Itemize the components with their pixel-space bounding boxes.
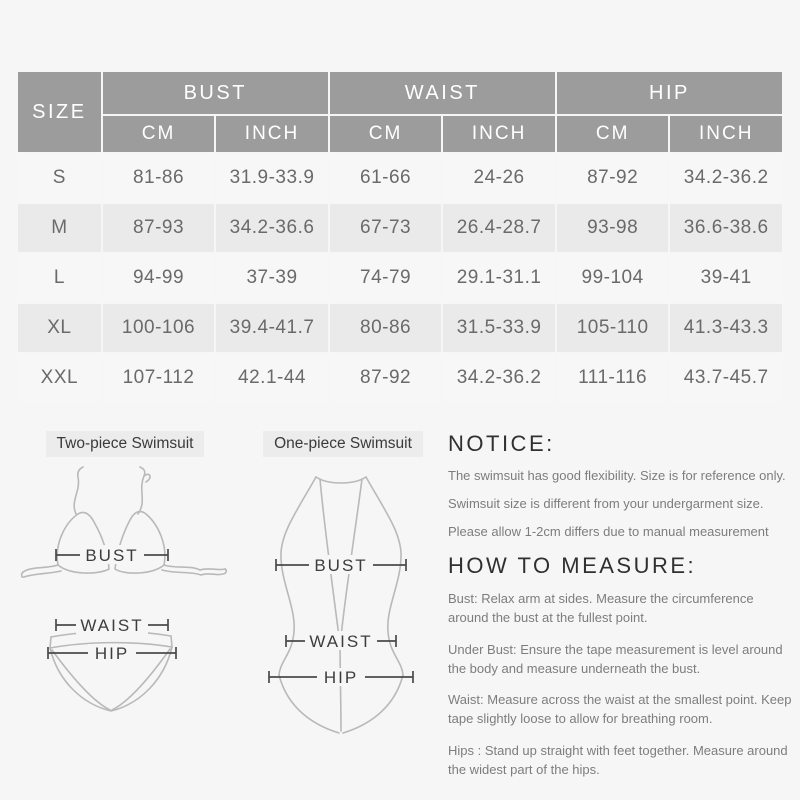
- bust-inch-cell: 34.2-36.6: [216, 204, 328, 252]
- hip-cm-cell: 111-116: [557, 354, 669, 402]
- subheader-waist-cm: CM: [330, 116, 442, 152]
- column-header-bust: BUST: [103, 72, 328, 114]
- size-cell: XL: [18, 304, 101, 352]
- bust-cm-cell: 107-112: [103, 354, 215, 402]
- measure-instruction-bust: Bust: Relax arm at sides. Measure the circumference around the bust at the fullest point.: [448, 591, 754, 625]
- subheader-bust-cm: CM: [103, 116, 215, 152]
- one-piece-title: One-piece Swimsuit: [263, 431, 423, 457]
- waist-cm-cell: 74-79: [330, 254, 442, 302]
- waist-cm-cell: 67-73: [330, 204, 442, 252]
- bust-cm-cell: 94-99: [103, 254, 215, 302]
- bust-label: BUST: [84, 546, 139, 565]
- bust-inch-cell: 31.9-33.9: [216, 154, 328, 202]
- info-column: [448, 431, 794, 793]
- hip-cm-cell: 105-110: [557, 304, 669, 352]
- waist-inch-cell: 34.2-36.2: [443, 354, 555, 402]
- table-row-m: [18, 204, 782, 252]
- two-piece-title: Two-piece Swimsuit: [46, 431, 205, 457]
- hip-inch-cell: 34.2-36.2: [670, 154, 782, 202]
- size-cell: S: [18, 154, 101, 202]
- size-cell: L: [18, 254, 101, 302]
- two-piece-diagram: [12, 431, 238, 793]
- bust-cm-cell: 81-86: [103, 154, 215, 202]
- one-piece-illustration: [246, 465, 441, 749]
- bust-inch-cell: 39.4-41.7: [216, 304, 328, 352]
- waist-label: WAIST: [79, 616, 144, 635]
- hip-inch-cell: 36.6-38.6: [670, 204, 782, 252]
- measure-instruction-waist: Waist: Measure across the waist at the smallest point. Keep tape slightly loose to allow for breathing room.: [448, 692, 792, 727]
- one-piece-diagram: [238, 431, 448, 793]
- waist-inch-cell: 29.1-31.1: [443, 254, 555, 302]
- subheader-bust-inch: INCH: [216, 116, 328, 152]
- waist-cm-cell: 61-66: [330, 154, 442, 202]
- diagram-area: [12, 431, 448, 793]
- how-to-measure-heading: HOW TO MEASURE:: [448, 553, 697, 578]
- waist-cm-cell: 87-92: [330, 354, 442, 402]
- size-chart-table: [16, 70, 784, 404]
- bust-inch-cell: 42.1-44: [216, 354, 328, 402]
- table-row-xl: [18, 304, 782, 352]
- hip-cm-cell: 99-104: [557, 254, 669, 302]
- bust-inch-cell: 37-39: [216, 254, 328, 302]
- bust-label: BUST: [313, 556, 368, 575]
- waist-inch-cell: 26.4-28.7: [443, 204, 555, 252]
- measure-instruction-underbust: Under Bust: Ensure the tape measurement is level around the body and measure underneath the bust.: [448, 641, 783, 676]
- column-header-hip: HIP: [557, 72, 782, 114]
- hip-inch-cell: 41.3-43.3: [670, 304, 782, 352]
- size-cell: M: [18, 204, 101, 252]
- waist-cm-cell: 80-86: [330, 304, 442, 352]
- size-cell: XXL: [18, 354, 101, 402]
- table-row-xxl: [18, 354, 782, 402]
- one-piece-outline: [279, 477, 403, 733]
- subheader-waist-inch: INCH: [443, 116, 555, 152]
- notice-line: Please allow 1-2cm differs due to manual measurement: [448, 524, 769, 539]
- hip-inch-cell: 39-41: [670, 254, 782, 302]
- waist-inch-cell: 31.5-33.9: [443, 304, 555, 352]
- two-piece-illustration: [18, 465, 233, 727]
- subheader-hip-inch: INCH: [670, 116, 782, 152]
- notice-line: Swimsuit size is different from your undergarment size.: [448, 496, 764, 511]
- subheader-hip-cm: CM: [557, 116, 669, 152]
- bust-cm-cell: 87-93: [103, 204, 215, 252]
- column-header-size: SIZE: [18, 72, 101, 152]
- measure-instruction-hips: Hips : Stand up straight with feet together. Measure around the widest part of the hips.: [448, 743, 788, 777]
- hip-inch-cell: 43.7-45.7: [670, 354, 782, 402]
- waist-label: WAIST: [308, 632, 373, 651]
- table-row-s: [18, 154, 782, 202]
- hip-label: HIP: [94, 644, 129, 663]
- table-row-l: [18, 254, 782, 302]
- bust-cm-cell: 100-106: [103, 304, 215, 352]
- column-header-waist: WAIST: [330, 72, 555, 114]
- hip-label: HIP: [323, 668, 358, 687]
- notice-line: The swimsuit has good flexibility. Size is for reference only.: [448, 468, 786, 483]
- hip-cm-cell: 93-98: [557, 204, 669, 252]
- waist-inch-cell: 24-26: [443, 154, 555, 202]
- notice-heading: NOTICE:: [448, 431, 555, 456]
- hip-cm-cell: 87-92: [557, 154, 669, 202]
- bottom-section: [0, 404, 800, 793]
